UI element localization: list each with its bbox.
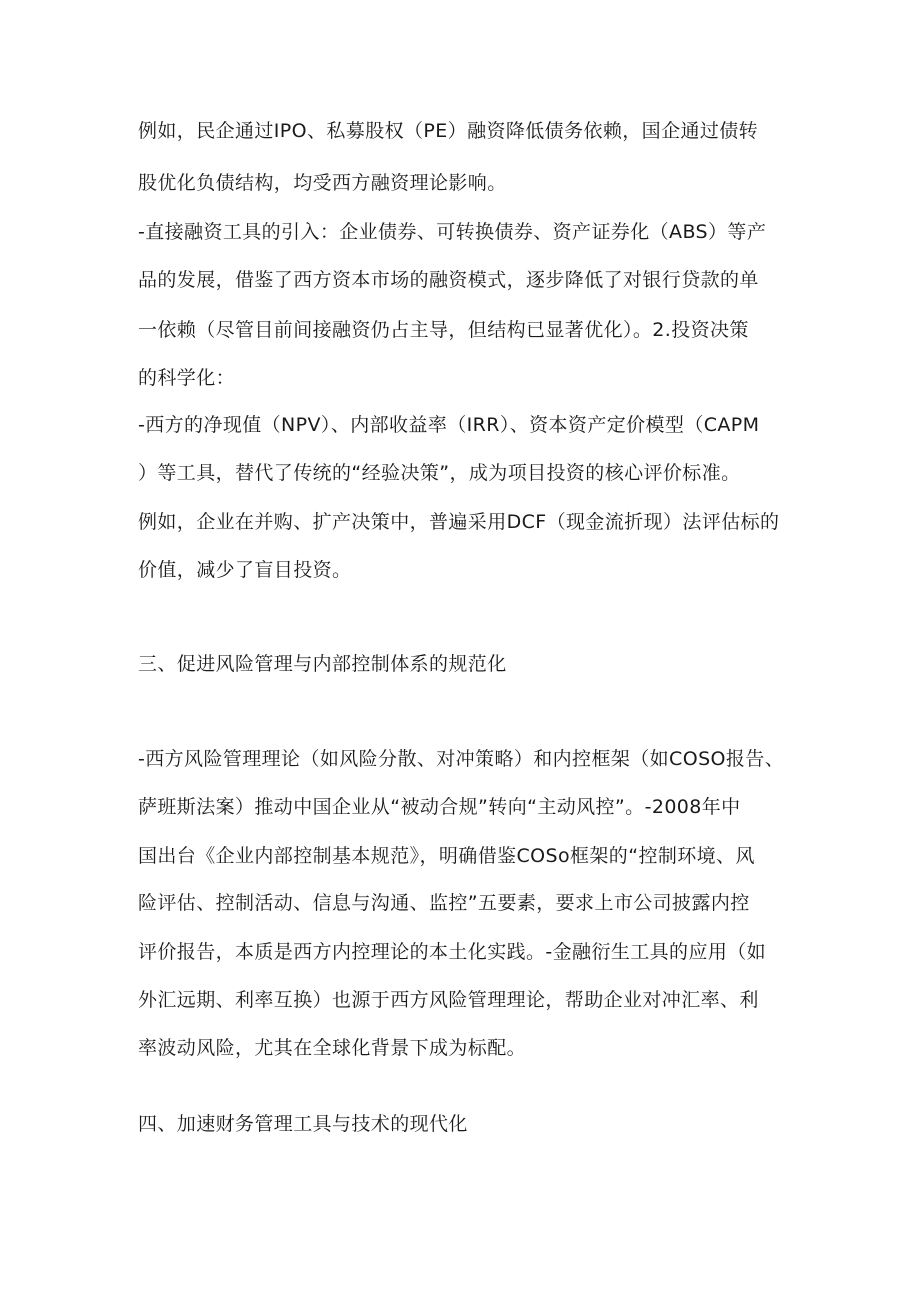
text-line-5: 一依赖（尽管目前间接融资仍占主导，但结构已显著优化）。2.投资决策 [138,319,749,341]
section-heading-4: 四、加速财务管理工具与技术的现代化 [138,1113,468,1135]
text-line-13: 国出台《企业内部控制基本规范》，明确借鉴COSo框架的“控制环境、风 [138,845,755,867]
text-line-4: 品的发展，借鉴了西方资本市场的融资模式，逐步降低了对银行贷款的单 [138,269,759,291]
text-line-1: 例如，民企通过IPO、私募股权（PE）融资降低债务依赖，国企通过债转 [138,120,759,142]
text-line-14: 险评估、控制活动、信息与沟通、监控”五要素，要求上市公司披露内控 [138,892,750,914]
text-line-2: 股优化负债结构，均受西方融资理论影响。 [138,172,507,194]
text-line-6: 的科学化： [138,367,236,389]
text-line-10: 价值，减少了盲目投资。 [138,559,352,581]
text-line-12: 萨班斯法案）推动中国企业从“被动合规”转向“主动风控”。-2008年中 [138,796,741,818]
text-line-9: 例如，企业在并购、扩产决策中，普遍采用DCF（现金流折现）法评估标的 [138,511,780,533]
text-line-11: -西方风险管理理论（如风险分散、对冲策略）和内控框架（如COSO报告、 [138,748,785,770]
text-line-16: 外汇远期、利率互换）也源于西方风险管理理论，帮助企业对冲汇率、利 [138,989,759,1011]
text-line-15: 评价报告，本质是西方内控理论的本土化实践。-金融衍生工具的应用（如 [138,941,767,963]
section-heading-3: 三、促进风险管理与内部控制体系的规范化 [138,653,507,675]
text-line-7: -西方的净现值（NPV）、内部收益率（IRR）、资本资产定价模型（CAPM [138,414,760,436]
text-line-3: -直接融资工具的引入：企业债券、可转换债券、资产证券化（ABS）等产 [138,221,767,243]
text-line-8: ）等工具，替代了传统的“经验决策”，成为项目投资的核心评价标准。 [138,462,741,484]
text-line-17: 率波动风险，尤其在全球化背景下成为标配。 [138,1037,527,1059]
